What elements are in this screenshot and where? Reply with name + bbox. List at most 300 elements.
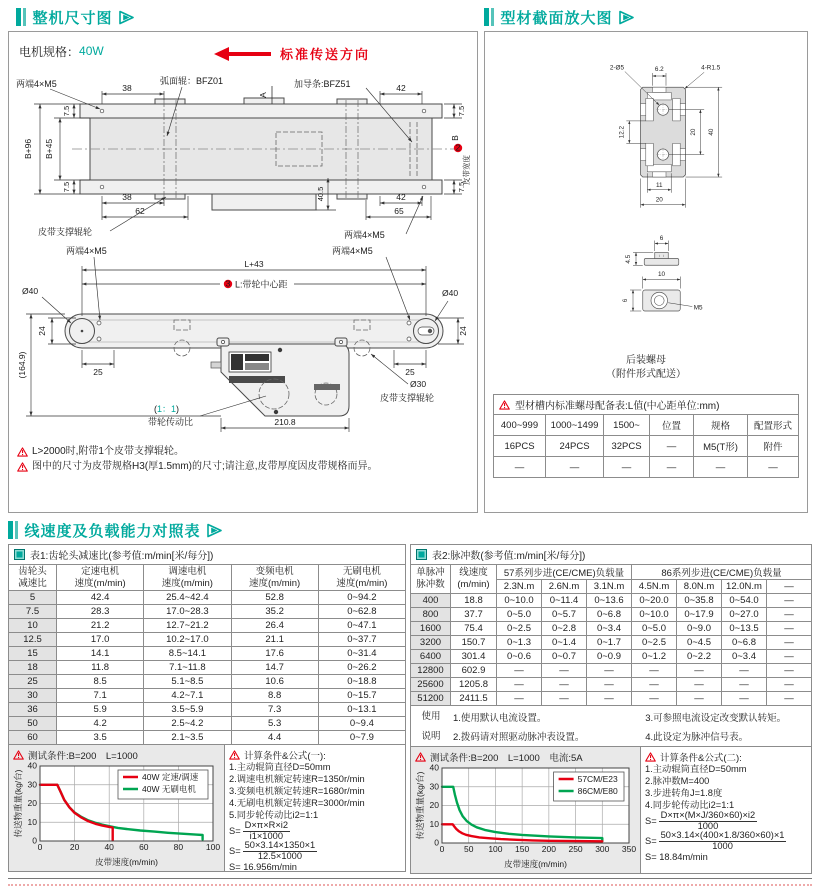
page-title: 整机尺寸图 (32, 9, 113, 27)
dim-label: 40.5 (316, 186, 325, 202)
table-row (9, 591, 406, 605)
svg-text:50: 50 (463, 844, 474, 854)
table-cell: 60 (9, 731, 57, 745)
table-row (411, 664, 812, 678)
table-cell: — (767, 622, 812, 636)
dim-label: 38 (122, 192, 132, 202)
dim-label: Ø40 (22, 286, 39, 296)
table-cell: — (546, 457, 604, 478)
table-cell: 0~10.0 (632, 608, 677, 622)
motor-spec-value: 40W (79, 44, 104, 58)
table-cell: — (767, 678, 812, 692)
table-cell: 8.5~14.1 (144, 647, 231, 661)
table-cell: 17.6 (231, 647, 318, 661)
dim-label: 两端4×M5 (66, 246, 107, 256)
dim-label: 两端4×M5 (16, 79, 57, 89)
table-cell: 0~3.4 (722, 650, 767, 664)
ref-badge: 2 (455, 142, 461, 153)
table-cell: 7.3 (231, 703, 318, 717)
dim-label: 6 (659, 234, 664, 242)
table-cell: 0~1.3 (497, 636, 542, 650)
dim-label: B+45 (44, 138, 54, 160)
play-icon (618, 10, 635, 25)
usage-label: 使用 说明 (421, 710, 441, 742)
section-profile-header (484, 6, 798, 28)
table-cell: — (748, 457, 799, 478)
table-cell: 36 (9, 703, 57, 717)
table-cell: — (497, 692, 542, 706)
table-cell: 0~20.0 (632, 594, 677, 608)
paren: ( (154, 404, 157, 414)
formula2-cell (641, 747, 811, 873)
table2-caption (410, 544, 812, 564)
table-cell: — (722, 678, 767, 692)
table-cell: 800 (411, 608, 451, 622)
table-cell: 10.2~17.0 (144, 633, 231, 647)
table-cell: 1600 (411, 622, 451, 636)
table-cell: 25.4~42.4 (144, 591, 231, 605)
table-cell: 0~9.0 (677, 622, 722, 636)
formula-line: 2.脉冲数M=400 (645, 776, 710, 786)
header-bar (484, 8, 489, 26)
nut-caption-sub: （附件形式配送） (606, 369, 686, 380)
svg-text:350: 350 (621, 844, 637, 854)
dim-label: 38 (122, 83, 132, 93)
table-cell: 0~13.5 (722, 622, 767, 636)
table-cell: 0~13.1 (318, 703, 405, 717)
dim-label: 6 (622, 298, 629, 303)
chart2-test-conditions (415, 750, 636, 763)
table-cell: 0~5.7 (542, 608, 587, 622)
table-row (411, 678, 812, 692)
section-title: 线速度及负载能力对照表 (24, 522, 201, 540)
dim-label: 40 (708, 128, 716, 136)
table-cell: 25600 (411, 678, 451, 692)
table-cell: 0~11.4 (542, 594, 587, 608)
formula1-symbolic: S= $\frac{D\times\pi\times R\times i2}{i1\times 1000}$ (229, 820, 289, 841)
table-cell: 52.8 (231, 591, 318, 605)
table-row (9, 605, 406, 619)
formula2-result: S= 18.84m/min (645, 852, 708, 862)
table-cell: 0~4.5 (677, 636, 722, 650)
usage-note: 4.此设定为脉冲信号表。 (645, 731, 749, 743)
header-bar (491, 8, 494, 26)
table-cell: — (632, 664, 677, 678)
table-cell: — (722, 664, 767, 678)
table-cell: 0~2.5 (632, 636, 677, 650)
table-cell: 30 (9, 689, 57, 703)
svg-text:20: 20 (429, 800, 439, 810)
table-cell: 0~0.6 (497, 650, 542, 664)
table-cell: 18 (9, 661, 57, 675)
table-cell: 3.5~5.9 (144, 703, 231, 717)
usage-note: 2.拨码请对照驱动脉冲表设置。 (453, 731, 585, 743)
table-cell: 301.4 (451, 650, 497, 664)
table1-caption (8, 544, 406, 564)
dim-label: 7.5 (457, 105, 466, 117)
dim-label: 2-Ø5 (609, 64, 625, 72)
table-row (411, 692, 812, 706)
table-cell: 0~1.4 (542, 636, 587, 650)
table-cell: 17.0 (57, 633, 144, 647)
svg-text:0: 0 (439, 844, 445, 854)
load-speed-chart-motor (13, 761, 219, 867)
table-cell: 0~2.2 (677, 650, 722, 664)
table-cell: 75.4 (451, 622, 497, 636)
table-cell: 7.1 (57, 689, 144, 703)
table-cell: 32PCS (604, 436, 650, 457)
table-row (9, 689, 406, 703)
dim-label: 12.2 (618, 125, 626, 139)
section-machine-header (16, 6, 468, 28)
table-cell: — (542, 664, 587, 678)
nut-table-title-text: 型材槽内标准螺母配备表:L值(中心距单位:mm) (515, 401, 720, 412)
dim-label: 210.8 (274, 417, 296, 427)
dim-label: 皮带支撑辊轮 (380, 393, 435, 403)
table-cell: 7.1~11.8 (144, 661, 231, 675)
svg-text:20: 20 (27, 798, 37, 808)
formula-line: 4.无刷电机额定转速R=3000r/min (229, 798, 365, 808)
table-cell: 0~94.2 (318, 591, 405, 605)
table-cell: 0~7.9 (318, 731, 405, 745)
dim-label: 7.5 (62, 181, 71, 193)
table-cell: 2.1~3.5 (144, 731, 231, 745)
table-row (411, 622, 812, 636)
dim-label: 带轮传动比 (148, 417, 194, 427)
table-cell: 14.7 (231, 661, 318, 675)
table-cell: 8.8 (231, 689, 318, 703)
table-cell: — (677, 692, 722, 706)
dim-label: 25 (93, 367, 103, 377)
table-cell: 50 (9, 717, 57, 731)
svg-text:100: 100 (488, 844, 503, 854)
warning-icon (415, 752, 426, 762)
dim-label: Ø30 (410, 379, 427, 389)
nut-caption: 后装螺母 (626, 355, 666, 366)
usage-notes (410, 706, 812, 747)
table-cell: — (677, 664, 722, 678)
dim-label: 42 (396, 192, 406, 202)
formula-line: 5.同步轮传动比i2=1:1 (229, 810, 319, 820)
table-row (9, 619, 406, 633)
table-cell: 0~6.8 (587, 608, 632, 622)
col-header: 变频电机 速度(m/min) (231, 565, 318, 591)
ratio-value: 1：1 (157, 404, 177, 414)
formula1-lines (229, 761, 401, 821)
table-cell: 12800 (411, 664, 451, 678)
table-cell: 5 (9, 591, 57, 605)
table-cell: 5.9 (57, 703, 144, 717)
dim-label: 4.5 (625, 254, 632, 264)
table-cell: 150.7 (451, 636, 497, 650)
table-cell: 5.1~8.5 (144, 675, 231, 689)
dim-label: 6.2 (654, 65, 664, 73)
dim-label: Ø40 (442, 288, 459, 298)
table-cell: 0~10.0 (497, 594, 542, 608)
col-subheader: 4.5N.m (632, 580, 677, 594)
usage-grid (451, 706, 811, 746)
table-cell: 21.1 (231, 633, 318, 647)
table-cell: 25 (9, 675, 57, 689)
formula-title-text: 计算条件&公式(二): (660, 752, 742, 764)
table-row (494, 457, 799, 478)
table-row (9, 675, 406, 689)
gear-ratio-table (8, 564, 406, 745)
table-cell: 7.5 (9, 605, 57, 619)
warning-icon (13, 750, 24, 760)
table-cell: — (767, 636, 812, 650)
svg-text:传送物重量(kg/台): 传送物重量(kg/台) (13, 769, 23, 838)
table-cell: 0~18.8 (318, 675, 405, 689)
table-row (494, 436, 799, 457)
dim-label: 7.5 (457, 181, 466, 193)
dim-label: 两端4×M5 (344, 230, 385, 240)
table-cell: 602.9 (451, 664, 497, 678)
nut-table-header-row (494, 415, 799, 436)
conveyor-top-view-drawing (14, 74, 472, 242)
table-cell: 16PCS (494, 436, 546, 457)
svg-text:10: 10 (429, 818, 439, 829)
table-cell: 15 (9, 647, 57, 661)
table-cell: 0~27.0 (722, 608, 767, 622)
svg-text:40W 无刷电机: 40W 无刷电机 (142, 784, 196, 794)
col-header: 调速电机 速度(m/min) (144, 565, 231, 591)
table-cell: — (767, 594, 812, 608)
table-cell: 400 (411, 594, 451, 608)
nut-table-title (493, 394, 799, 414)
dim-label: B+96 (23, 138, 33, 160)
table-cell: — (767, 664, 812, 678)
col-header: 齿轮头 减速比 (9, 565, 57, 591)
machine-notes (17, 444, 469, 474)
section-marker: A (258, 92, 268, 98)
profile-body (641, 87, 686, 177)
svg-text:皮带速度(m/min): 皮带速度(m/min) (504, 859, 567, 869)
play-icon (206, 523, 223, 538)
svg-text:60: 60 (139, 842, 149, 852)
table-cell: — (722, 692, 767, 706)
table-cell: M5(T形) (694, 436, 748, 457)
col-subheader: 8.0N.m (677, 580, 722, 594)
table-icon (14, 549, 25, 560)
table-cell: 附件 (748, 436, 799, 457)
table-cell: 0~3.4 (587, 622, 632, 636)
table-cell: 12.7~21.2 (144, 619, 231, 633)
table-cell: — (767, 650, 812, 664)
col-header: 定速电机 速度(m/min) (57, 565, 144, 591)
table-cell: — (650, 457, 694, 478)
col-subheader: 2.6N.m (542, 580, 587, 594)
machine-dimension-panel (8, 31, 478, 513)
table-cell: 0~31.4 (318, 647, 405, 661)
col-group-header: 57系列步进(CE/CME)负载量 (497, 565, 632, 580)
table-cell: 0~17.9 (677, 608, 722, 622)
header-bar (15, 521, 18, 539)
table-cell: 0~0.9 (587, 650, 632, 664)
table-cell: — (767, 692, 812, 706)
table-cell: 0~6.8 (722, 636, 767, 650)
table-cell: 0~0.7 (542, 650, 587, 664)
dim-label: 24 (37, 326, 47, 336)
formula-line: 3.变频电机额定转速R=1680r/min (229, 786, 365, 796)
table-row (411, 608, 812, 622)
conveyor-side-view-drawing (14, 244, 472, 434)
belt-width-label: 皮带宽度 (462, 155, 471, 185)
dim-label: 11 (655, 181, 663, 189)
col-subheader: — (767, 580, 812, 594)
formula-line: 4.同步轮传动比i2=1:1 (645, 800, 735, 810)
motor-spec-label: 电机规格： (19, 44, 80, 59)
table-row (9, 703, 406, 717)
table-cell: 0~47.1 (318, 619, 405, 633)
table-cell: 2.5~4.2 (144, 717, 231, 731)
table-cell: 3.5 (57, 731, 144, 745)
table-cell: 26.4 (231, 619, 318, 633)
pulse-table (410, 564, 812, 706)
table-cell: 3200 (411, 636, 451, 650)
svg-text:0: 0 (32, 835, 37, 846)
paren: ) (176, 404, 180, 414)
table-cell: — (587, 664, 632, 678)
dim-label: L:带轮中心距 (235, 279, 288, 290)
table1-caption-text: 表1:齿轮头减速比(参考值:m/min[米/每分]) (30, 551, 214, 562)
dim-label: 7.5 (62, 105, 71, 117)
nut-table (493, 414, 799, 478)
table-icon (416, 549, 427, 560)
formula-line: 2.调速电机额定转速R=1350r/min (229, 774, 365, 784)
col-subheader: 12.0N.m (722, 580, 767, 594)
section-speed-header (8, 519, 812, 541)
svg-text:传送物重量(kg/台): 传送物重量(kg/台) (415, 771, 425, 840)
test-conditions-text: 测试条件:B=200 L=1000 电流:5A (430, 752, 583, 764)
warning-icon (17, 462, 28, 472)
dim-label: 24 (458, 326, 468, 336)
table-row (411, 594, 812, 608)
table-cell: 2411.5 (451, 692, 497, 706)
dim-label: L+43 (244, 259, 264, 269)
col-subheader: 2.3N.m (497, 580, 542, 594)
table-cell: 35.2 (231, 605, 318, 619)
table-cell: 0~5.0 (632, 622, 677, 636)
svg-text:150: 150 (515, 844, 530, 854)
col-header: 1000~1499 (546, 415, 604, 436)
table-cell: — (497, 664, 542, 678)
table-cell: 14.1 (57, 647, 144, 661)
col-group-header: 86系列步进(CE/CME)负载量 (632, 565, 812, 580)
col-header: 400~999 (494, 415, 546, 436)
svg-text:100: 100 (205, 842, 221, 852)
chart2-cell (411, 747, 641, 873)
formula1-title (229, 748, 401, 761)
table-cell: 0~26.2 (318, 661, 405, 675)
table-cell: 17.0~28.3 (144, 605, 231, 619)
table-cell: 37.7 (451, 608, 497, 622)
formula-line: 1.主动辊筒直径D=50mm (229, 762, 331, 772)
play-icon (118, 10, 135, 25)
load-speed-chart-stepper (415, 763, 635, 869)
table-cell: 0~15.7 (318, 689, 405, 703)
table-cell: 4.4 (231, 731, 318, 745)
warning-icon (645, 752, 656, 762)
usage-note: 1.使用默认电流设置。 (453, 712, 547, 724)
svg-text:40: 40 (104, 842, 114, 852)
arrow-bar (229, 52, 271, 56)
test-conditions-text: 测试条件:B=200 L=1000 (28, 750, 138, 762)
warning-icon (17, 447, 28, 457)
transfer-direction (214, 44, 370, 63)
table-cell: 0~5.0 (497, 608, 542, 622)
formula-line: 1.主动辊筒直径D=50mm (645, 764, 747, 774)
svg-text:0: 0 (37, 842, 43, 852)
table-cell: — (767, 608, 812, 622)
svg-text:30: 30 (27, 779, 37, 790)
formula2-symbolic: S= $\frac{D\times\pi\times(M\times J/360\times 60)\times i2}{1000}$ (645, 810, 756, 831)
col-header: 线速度 (m/min) (451, 565, 497, 594)
page-footer (8, 878, 812, 886)
table-cell: — (677, 678, 722, 692)
dim-label: 两端4×M5 (332, 246, 373, 256)
dim-label: 20 (655, 196, 663, 204)
table-cell: 24PCS (546, 436, 604, 457)
formula-line: 3.步进转角J=1.8度 (645, 788, 723, 798)
svg-text:0: 0 (434, 837, 439, 848)
table-cell: — (650, 436, 694, 457)
table2-caption-text: 表2:脉冲数(参考值:m/min[米/每分]) (432, 551, 586, 562)
table-cell: — (604, 457, 650, 478)
table-cell: 42.4 (57, 591, 144, 605)
table-cell: 0~54.0 (722, 594, 767, 608)
table-cell: 10 (9, 619, 57, 633)
belt-width-ref: B (450, 135, 460, 141)
ref-badge: 3 (225, 278, 231, 289)
warning-icon (499, 400, 510, 410)
header-bar (8, 521, 13, 539)
table-cell: 11.8 (57, 661, 144, 675)
svg-text:40W 定速/调速: 40W 定速/调速 (142, 772, 199, 782)
table-cell: 51200 (411, 692, 451, 706)
machine-note: L>2000时,附带1个皮带支撑辊轮。 (17, 444, 469, 459)
table-row (9, 633, 406, 647)
svg-text:80: 80 (173, 842, 184, 852)
col-header: 无刷电机 速度(m/min) (318, 565, 405, 591)
warning-icon (229, 750, 240, 760)
svg-text:57CM/E23: 57CM/E23 (577, 774, 618, 784)
transfer-direction-label: 标准传送方向 (280, 47, 371, 62)
table-cell: 6400 (411, 650, 451, 664)
pulley-ratio (154, 404, 179, 414)
svg-text:200: 200 (541, 844, 556, 854)
formula-title-text: 计算条件&公式(一): (244, 750, 326, 762)
chart1-test-conditions (13, 748, 220, 761)
machine-note: 图中的尺寸为皮带规格H3(厚1.5mm)的尺寸;请注意,皮带厚度因皮带规格而异。 (17, 459, 469, 474)
t-nut-body (643, 253, 681, 312)
dim-label: 25 (405, 367, 415, 377)
usage-note: 3.可参照电流设定改变默认转矩。 (645, 712, 787, 724)
section-title: 型材截面放大图 (500, 9, 613, 27)
table-cell: 0~2.8 (542, 622, 587, 636)
header-bar (16, 8, 21, 26)
table-cell: 12.5 (9, 633, 57, 647)
table-cell: 0~1.7 (587, 636, 632, 650)
profile-cross-section-drawing (547, 46, 779, 222)
table-cell: 18.8 (451, 594, 497, 608)
table-cell: 0~13.6 (587, 594, 632, 608)
col-subheader: 3.1N.m (587, 580, 632, 594)
svg-text:86CM/E80: 86CM/E80 (577, 786, 618, 796)
table-cell: 1205.8 (451, 678, 497, 692)
dim-label: 42 (396, 83, 406, 93)
table-cell: — (632, 692, 677, 706)
